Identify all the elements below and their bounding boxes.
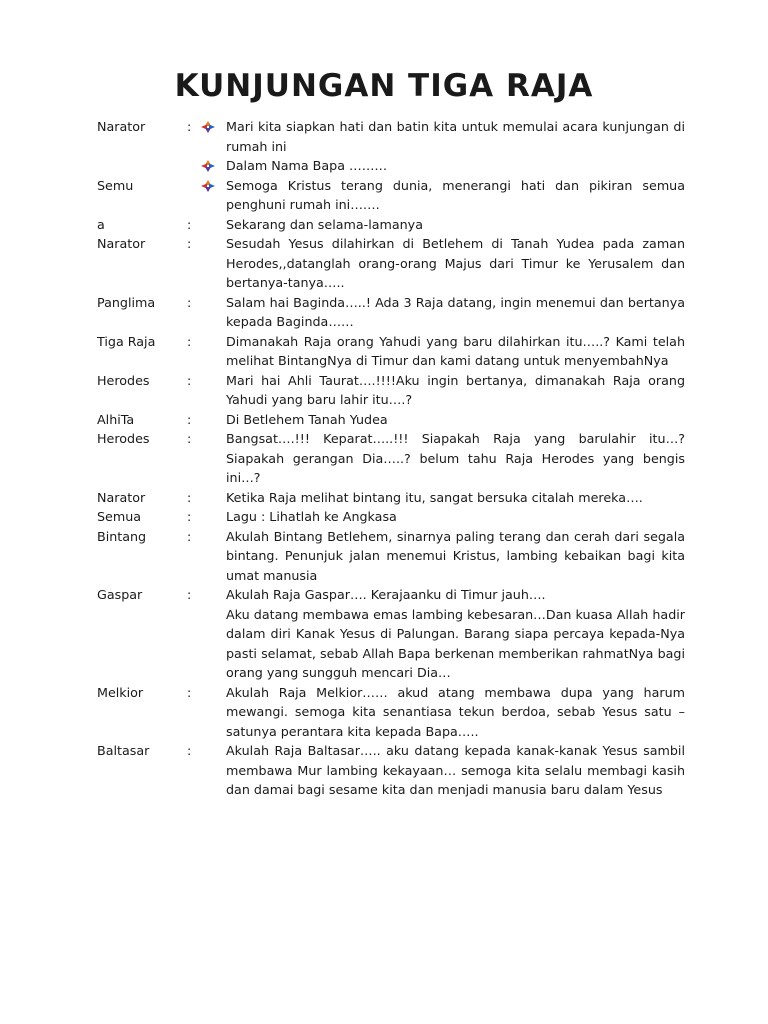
dialogue-text: Sekarang dan selama-lamanya [226,216,423,232]
dialogue-text: Aku datang membawa emas lambing kebesaran…Dan kuasa Allah hadir dalam diri Kanak Yesus di Palungan. Barang siapa percaya kepada-Nya pasti selamat, sebab Allah Bapa berkenan memberikan rahmatNya bagi orang yang sungguh mencari Dia… [226,606,685,680]
dialogue-text: Dalam Nama Bapa ……… [226,158,388,173]
speaker-colon: : [187,372,192,388]
speaker-name: Gaspar [97,587,143,602]
bullet-arrow-icon [201,160,215,172]
speaker-colon: : [187,431,192,446]
speaker-name: Semu [97,177,134,193]
speaker-name: Tiga Raja [97,333,156,349]
page-title: KUNJUNGAN TIGA RAJA [174,68,594,104]
dialogue-text: Akulah Raja Melkior…… akud atang membawa dupa yang harum mewangi. semoga kita senantiasa tekun berdoa, sebab Yesus satu – satunya perantara kita kepada Bapa….. [226,684,685,739]
dialogue-row [97,741,685,800]
speaker-colon: : [187,587,192,602]
dialogue-row [97,293,685,332]
dialogue-row [97,429,685,488]
speaker-name: Panglima [97,294,156,310]
speaker-colon: : [187,509,192,524]
dialogue-row [97,156,685,176]
dialogue-row [97,605,685,683]
speaker-colon: : [187,684,192,700]
speaker-name: Baltasar [97,743,150,758]
speaker-name: Melkior [97,684,144,700]
dialogue-row [97,410,685,430]
bullet-arrow-icon [201,121,215,133]
speaker-colon: : [187,489,192,505]
speaker-name: Semua [97,509,142,524]
speaker-colon: : [187,294,192,310]
bullet-arrow-icon [201,180,215,192]
dialogue-text: Akulah Bintang Betlehem, sinarnya paling terang dan cerah dari segala bintang. Penunjuk jalan menemui Kristus, lambing kebaikan bagi kita umat manusia [226,528,685,583]
dialogue-text: Semoga Kristus terang dunia, menerangi hati dan pikiran semua penghuni rumah ini……. [226,177,685,212]
dialogue-text: Dimanakah Raja orang Yahudi yang baru dilahirkan itu…..? Kami telah melihat BintangNya di Timur dan kami datang untuk menyembahNya [226,333,685,368]
dialogue-text: Mari kita siapkan hati dan batin kita untuk memulai acara kunjungan di rumah ini [226,119,685,154]
dialogue-text: Mari hai Ahli Taurat….!!!!Aku ingin bertanya, dimanakah Raja orang Yahudi yang baru lahir itu….? [226,372,685,407]
dialogue-row [97,527,685,586]
script-body [97,117,685,800]
dialogue-text: Bangsat….!!! Keparat…..!!! Siapakah Raja yang barulahir itu…? Siapakah gerangan Dia…..? belum tahu Raja Herodes yang bengis ini…? [226,431,685,485]
speaker-colon: : [187,216,192,232]
speaker-colon: : [187,333,192,349]
speaker-name: AlhiTa [97,411,135,427]
dialogue-row [97,117,685,156]
dialogue-row [97,176,685,215]
dialogue-text: Di Betlehem Tanah Yudea [226,411,388,427]
dialogue-text: Lagu : Lihatlah ke Angkasa [226,509,397,524]
speaker-colon: : [187,236,192,251]
speaker-name: a [97,216,105,232]
dialogue-row [97,683,685,742]
dialogue-row [97,371,685,410]
dialogue-text: Salam hai Baginda…..! Ada 3 Raja datang, ingin menemui dan bertanya kepada Baginda…… [226,294,685,329]
dialogue-row [97,488,685,508]
speaker-colon: : [187,528,192,544]
dialogue-row [97,234,685,293]
speaker-name: Narator [97,489,146,505]
dialogue-row [97,585,685,605]
speaker-name: Narator [97,236,146,251]
speaker-colon: : [187,743,192,758]
dialogue-text: Ketika Raja melihat bintang itu, sangat bersuka citalah mereka…. [226,489,643,505]
speaker-colon: : [187,411,192,427]
dialogue-text: Akulah Raja Baltasar….. aku datang kepada kanak-kanak Yesus sambil membawa Mur lambing kekayaan… semoga kita selalu membagi kasih dan damai bagi sesame kita dan menjadi manusia baru dalam Yesus [226,743,685,797]
speaker-name: Herodes [97,372,150,388]
speaker-name: Herodes [97,431,150,446]
dialogue-text: Akulah Raja Gaspar…. Kerajaanku di Timur jauh…. [226,587,546,602]
dialogue-text: Sesudah Yesus dilahirkan di Betlehem di Tanah Yudea pada zaman Herodes,,datanglah orang-orang Majus dari Timur ke Yerusalem dan bertanya-tanya….. [226,236,685,290]
speaker-name: Narator [97,119,146,134]
dialogue-row [97,332,685,371]
dialogue-row [97,215,685,235]
speaker-name: Bintang [97,528,147,544]
dialogue-row [97,507,685,527]
speaker-colon: : [187,119,192,134]
